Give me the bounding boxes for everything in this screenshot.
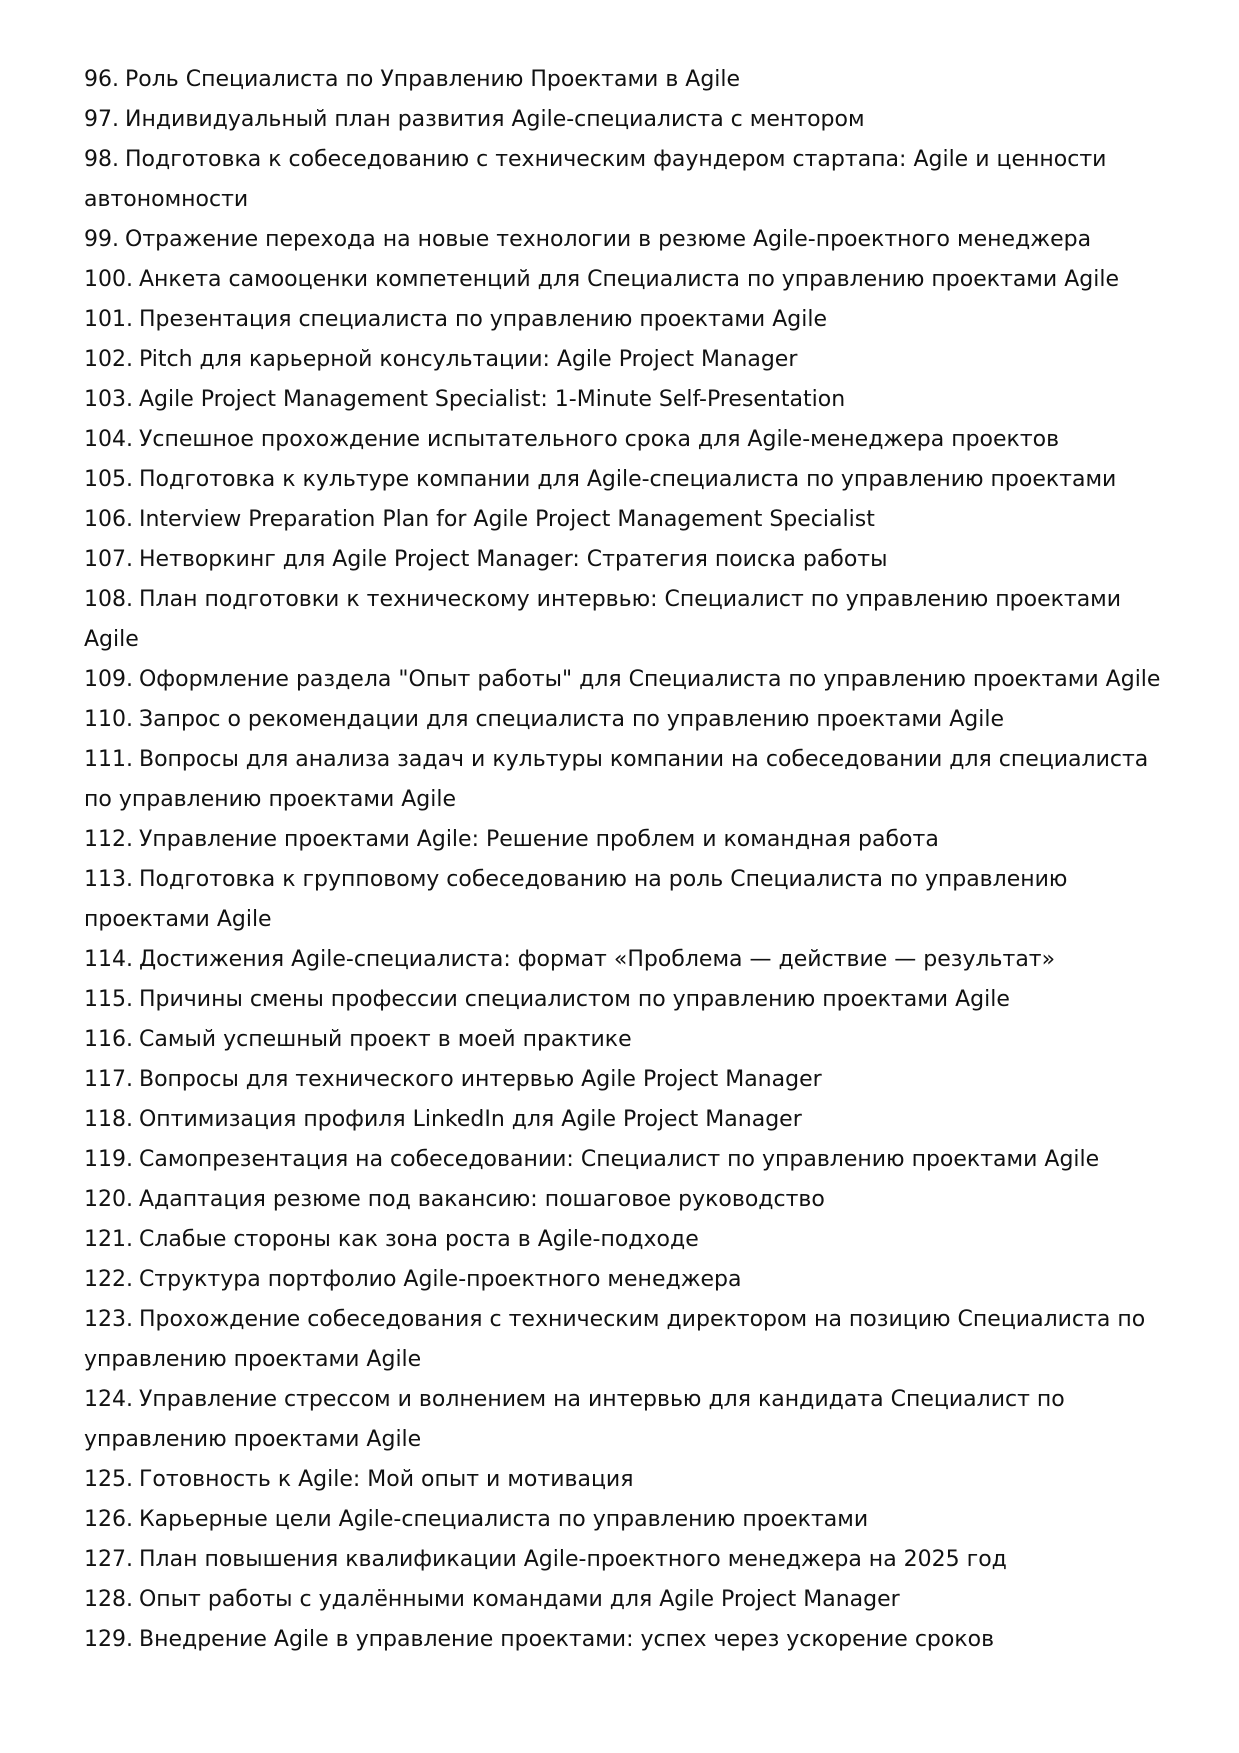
list-item-text: Подготовка к групповому собеседованию на роль Специалиста по управлению проектами Agile (84, 867, 1068, 932)
list-item-number: 106. (84, 507, 133, 532)
list-item (84, 500, 1164, 540)
list-item (84, 700, 1164, 740)
list-item-number: 99. (84, 227, 119, 252)
list-item (84, 380, 1164, 420)
list-item (84, 300, 1164, 340)
list-item-number: 102. (84, 347, 133, 372)
list-item-text: Роль Специалиста по Управлению Проектами в Agile (125, 67, 741, 92)
list-item-text: Карьерные цели Agile-специалиста по управлению проектами (138, 1507, 869, 1532)
list-item-number: 125. (84, 1467, 133, 1492)
list-item-text: Анкета самооценки компетенций для Специалиста по управлению проектами Agile (138, 267, 1119, 292)
list-item-text: Подготовка к собеседованию с техническим фаундером стартапа: Agile и ценности автономности (84, 147, 1107, 212)
list-item-number: 126. (84, 1507, 133, 1532)
list-item-text: Запрос о рекомендации для специалиста по управлению проектами Agile (138, 707, 1004, 732)
list-item-text: Оформление раздела "Опыт работы" для Специалиста по управлению проектами Agile (138, 667, 1161, 692)
list-item-text: Agile Project Management Specialist: 1-Minute Self-Presentation (138, 387, 846, 412)
list-item-number: 118. (84, 1107, 133, 1132)
list-item-text: Вопросы для анализа задач и культуры компании на собеседовании для специалиста по управлению проектами Agile (84, 747, 1149, 812)
list-item-text: Индивидуальный план развития Agile-специалиста с ментором (125, 107, 865, 132)
list-item-number: 111. (84, 747, 133, 772)
list-item-text: Нетворкинг для Agile Project Manager: Стратегия поиска работы (138, 547, 888, 572)
list-item (84, 420, 1164, 460)
list-item-number: 124. (84, 1387, 133, 1412)
list-item-number: 103. (84, 387, 133, 412)
list-item-number: 101. (84, 307, 133, 332)
list-item (84, 980, 1164, 1020)
list-item (84, 820, 1164, 860)
list-item (84, 1220, 1164, 1260)
list-item (84, 260, 1164, 300)
list-item-text: Структура портфолио Agile-проектного менеджера (138, 1267, 742, 1292)
list-item (84, 220, 1164, 260)
list-item (84, 1060, 1164, 1100)
list-item-text: Вопросы для технического интервью Agile Project Manager (138, 1067, 822, 1092)
list-item (84, 1460, 1164, 1500)
list-item-text: Причины смены профессии специалистом по управлению проектами Agile (138, 987, 1010, 1012)
list-item (84, 1620, 1164, 1660)
list-item-number: 129. (84, 1627, 133, 1652)
list-item-text: Опыт работы с удалёнными командами для Agile Project Manager (138, 1587, 900, 1612)
list-item (84, 1140, 1164, 1180)
list-item-number: 108. (84, 587, 133, 612)
list-item-number: 113. (84, 867, 133, 892)
list-item-number: 107. (84, 547, 133, 572)
list-item-number: 115. (84, 987, 133, 1012)
list-item (84, 1020, 1164, 1060)
list-item-number: 97. (84, 107, 119, 132)
list-item-number: 114. (84, 947, 133, 972)
list-item (84, 460, 1164, 500)
list-item (84, 940, 1164, 980)
list-item-text: Отражение перехода на новые технологии в резюме Agile-проектного менеджера (125, 227, 1092, 252)
list-item-text: Слабые стороны как зона роста в Agile-подходе (138, 1227, 699, 1252)
list-item (84, 660, 1164, 700)
list-item-text: Адаптация резюме под вакансию: пошаговое руководство (138, 1187, 825, 1212)
list-item-text: Самопрезентация на собеседовании: Специалист по управлению проектами Agile (138, 1147, 1100, 1172)
list-item-text: Управление проектами Agile: Решение проблем и командная работа (138, 827, 939, 852)
list-item-text: Pitch для карьерной консультации: Agile Project Manager (138, 347, 798, 372)
list-item-number: 116. (84, 1027, 133, 1052)
list-item (84, 140, 1164, 220)
list-item-number: 121. (84, 1227, 133, 1252)
list-item-text: Достижения Agile-специалиста: формат «Проблема — действие — результат» (138, 947, 1056, 972)
list-item (84, 1260, 1164, 1300)
list-item (84, 1380, 1164, 1460)
list-item-text: План подготовки к техническому интервью: Специалист по управлению проектами Agile (84, 587, 1122, 652)
list-item-text: План повышения квалификации Agile-проектного менеджера на 2025 год (138, 1547, 1007, 1572)
topic-list (84, 60, 1164, 1660)
list-item (84, 100, 1164, 140)
list-item-number: 98. (84, 147, 119, 172)
list-item-number: 104. (84, 427, 133, 452)
list-item (84, 540, 1164, 580)
list-item-number: 122. (84, 1267, 133, 1292)
list-item (84, 1100, 1164, 1140)
list-item (84, 580, 1164, 660)
list-item (84, 340, 1164, 380)
list-item-number: 123. (84, 1307, 133, 1332)
list-item-text: Оптимизация профиля LinkedIn для Agile Project Manager (138, 1107, 802, 1132)
list-item-text: Управление стрессом и волнением на интервью для кандидата Специалист по управлению проектами Agile (84, 1387, 1065, 1452)
list-item (84, 740, 1164, 820)
list-item-number: 120. (84, 1187, 133, 1212)
list-item-text: Самый успешный проект в моей практике (138, 1027, 632, 1052)
list-item (84, 860, 1164, 940)
list-item (84, 1580, 1164, 1620)
list-item-text: Готовность к Agile: Мой опыт и мотивация (138, 1467, 634, 1492)
list-item-number: 96. (84, 67, 119, 92)
list-item-text: Прохождение собеседования с техническим директором на позицию Специалиста по управлению проектами Agile (84, 1307, 1146, 1372)
list-item-number: 100. (84, 267, 133, 292)
list-item-number: 128. (84, 1587, 133, 1612)
list-item (84, 1500, 1164, 1540)
list-item (84, 1540, 1164, 1580)
list-item-number: 105. (84, 467, 133, 492)
list-item (84, 1300, 1164, 1380)
list-item-text: Interview Preparation Plan for Agile Project Management Specialist (138, 507, 875, 532)
list-item-number: 119. (84, 1147, 133, 1172)
list-item-text: Успешное прохождение испытательного срока для Agile-менеджера проектов (138, 427, 1060, 452)
list-item-number: 109. (84, 667, 133, 692)
list-item-number: 110. (84, 707, 133, 732)
list-item (84, 1180, 1164, 1220)
list-item-text: Подготовка к культуре компании для Agile-специалиста по управлению проектами (138, 467, 1117, 492)
list-item-text: Внедрение Agile в управление проектами: успех через ускорение сроков (138, 1627, 995, 1652)
list-item-number: 112. (84, 827, 133, 852)
list-item-number: 117. (84, 1067, 133, 1092)
list-item-number: 127. (84, 1547, 133, 1572)
list-item-text: Презентация специалиста по управлению проектами Agile (138, 307, 827, 332)
list-item (84, 60, 1164, 100)
